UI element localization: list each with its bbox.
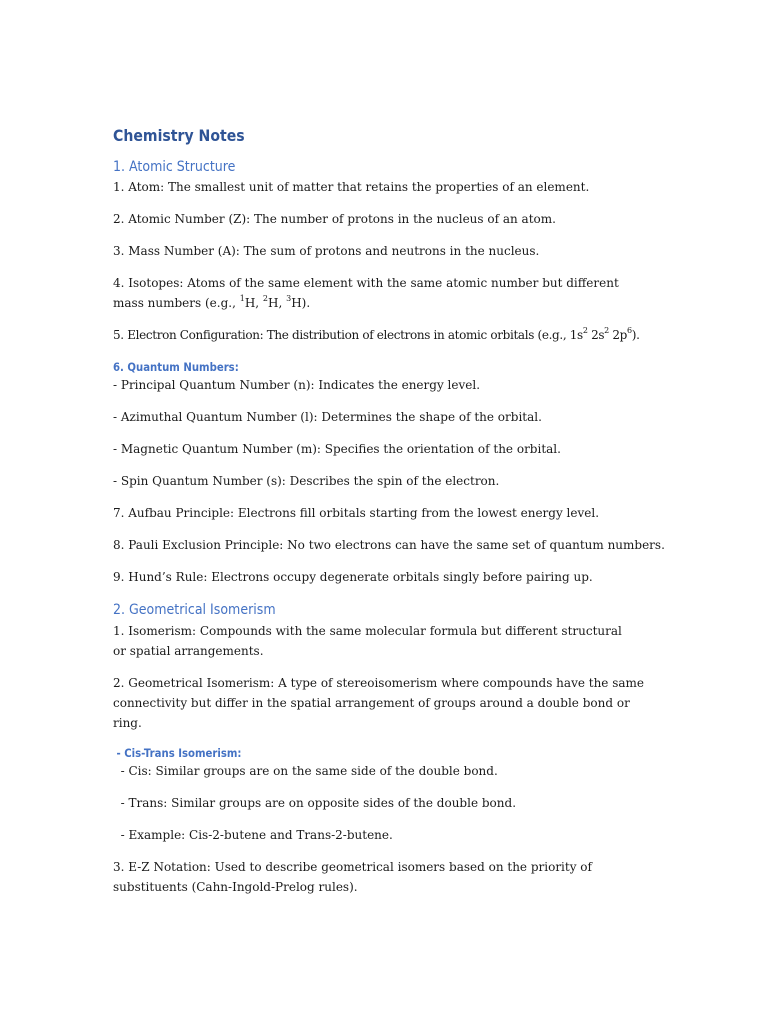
section-heading-atomic-structure: 1. Atomic Structure	[113, 159, 236, 175]
paragraph-atom: 1. Atom: The smallest unit of matter that retains the properties of an element.	[113, 180, 590, 194]
isotope-3-symbol: H).	[291, 296, 311, 310]
paragraph-geometrical-isomerism: 2. Geometrical Isomerism: A type of stereoisomerism where compounds have the same connectivity but differ in the spatial arrangement of groups around a double bond or ring.	[113, 676, 645, 730]
subheading-cis-trans-isomerism: - Cis-Trans Isomerism:	[113, 746, 242, 760]
list-item-magnetic-quantum-number: - Magnetic Quantum Number (m): Specifies the orientation of the orbital.	[113, 442, 561, 456]
paragraph-hunds-rule: 9. Hund’s Rule: Electrons occupy degenerate orbitals singly before pairing up.	[113, 570, 593, 584]
paragraph-isomerism: 1. Isomerism: Compounds with the same molecular formula but different structural or spatial arrangements.	[113, 624, 622, 658]
subheading-quantum-numbers: 6. Quantum Numbers:	[113, 360, 239, 374]
isotope-2-symbol: H,	[268, 296, 287, 310]
paragraph-isotopes	[113, 273, 643, 313]
isotope-2-superscript: 2	[262, 294, 268, 303]
electron-config-text: 5. Electron Configuration: The distribution of electrons in atomic orbitals (e.g., 1s	[113, 328, 583, 342]
list-item-spin-quantum-number: - Spin Quantum Number (s): Describes the spin of the electron.	[113, 474, 500, 488]
isotope-1-superscript: 1	[239, 294, 245, 303]
list-item-example: - Example: Cis-2-butene and Trans-2-butene.	[113, 828, 393, 842]
document-title: Chemistry Notes	[113, 126, 245, 145]
paragraph-pauli-exclusion-principle: 8. Pauli Exclusion Principle: No two electrons can have the same set of quantum numbers.	[113, 538, 665, 552]
document-page	[113, 122, 673, 897]
list-item-principal-quantum-number: - Principal Quantum Number (n): Indicates the energy level.	[113, 378, 481, 392]
isotope-1-symbol: H,	[244, 296, 263, 310]
list-item-azimuthal-quantum-number: - Azimuthal Quantum Number (l): Determines the shape of the orbital.	[113, 410, 542, 424]
electron-config-end: ).	[631, 328, 640, 342]
list-item-cis: - Cis: Similar groups are on the same side of the double bond.	[113, 764, 498, 778]
electron-config-2p-superscript: 6	[627, 326, 632, 335]
electron-config-2s-superscript: 2	[604, 326, 609, 335]
electron-config-2s: 2s	[587, 328, 605, 342]
isotope-3-superscript: 3	[286, 294, 292, 303]
section-heading-geometrical-isomerism: 2. Geometrical Isomerism	[113, 602, 276, 618]
paragraph-aufbau-principle: 7. Aufbau Principle: Electrons fill orbitals starting from the lowest energy level.	[113, 506, 600, 520]
list-item-trans: - Trans: Similar groups are on opposite sides of the double bond.	[113, 796, 517, 810]
paragraph-electron-configuration	[113, 325, 673, 345]
electron-config-2p: 2p	[608, 328, 628, 342]
electron-config-1s-superscript: 2	[582, 326, 588, 335]
paragraph-ez-notation: 3. E-Z Notation: Used to describe geometrical isomers based on the priority of substituents (Cahn-Ingold-Prelog rules).	[113, 860, 592, 894]
paragraph-atomic-number: 2. Atomic Number (Z): The number of protons in the nucleus of an atom.	[113, 212, 556, 226]
isotopes-text: 4. Isotopes: Atoms of the same element with the same atomic number but different mass numbers (e.g.,	[113, 276, 619, 310]
paragraph-mass-number: 3. Mass Number (A): The sum of protons and neutrons in the nucleus.	[113, 244, 540, 258]
